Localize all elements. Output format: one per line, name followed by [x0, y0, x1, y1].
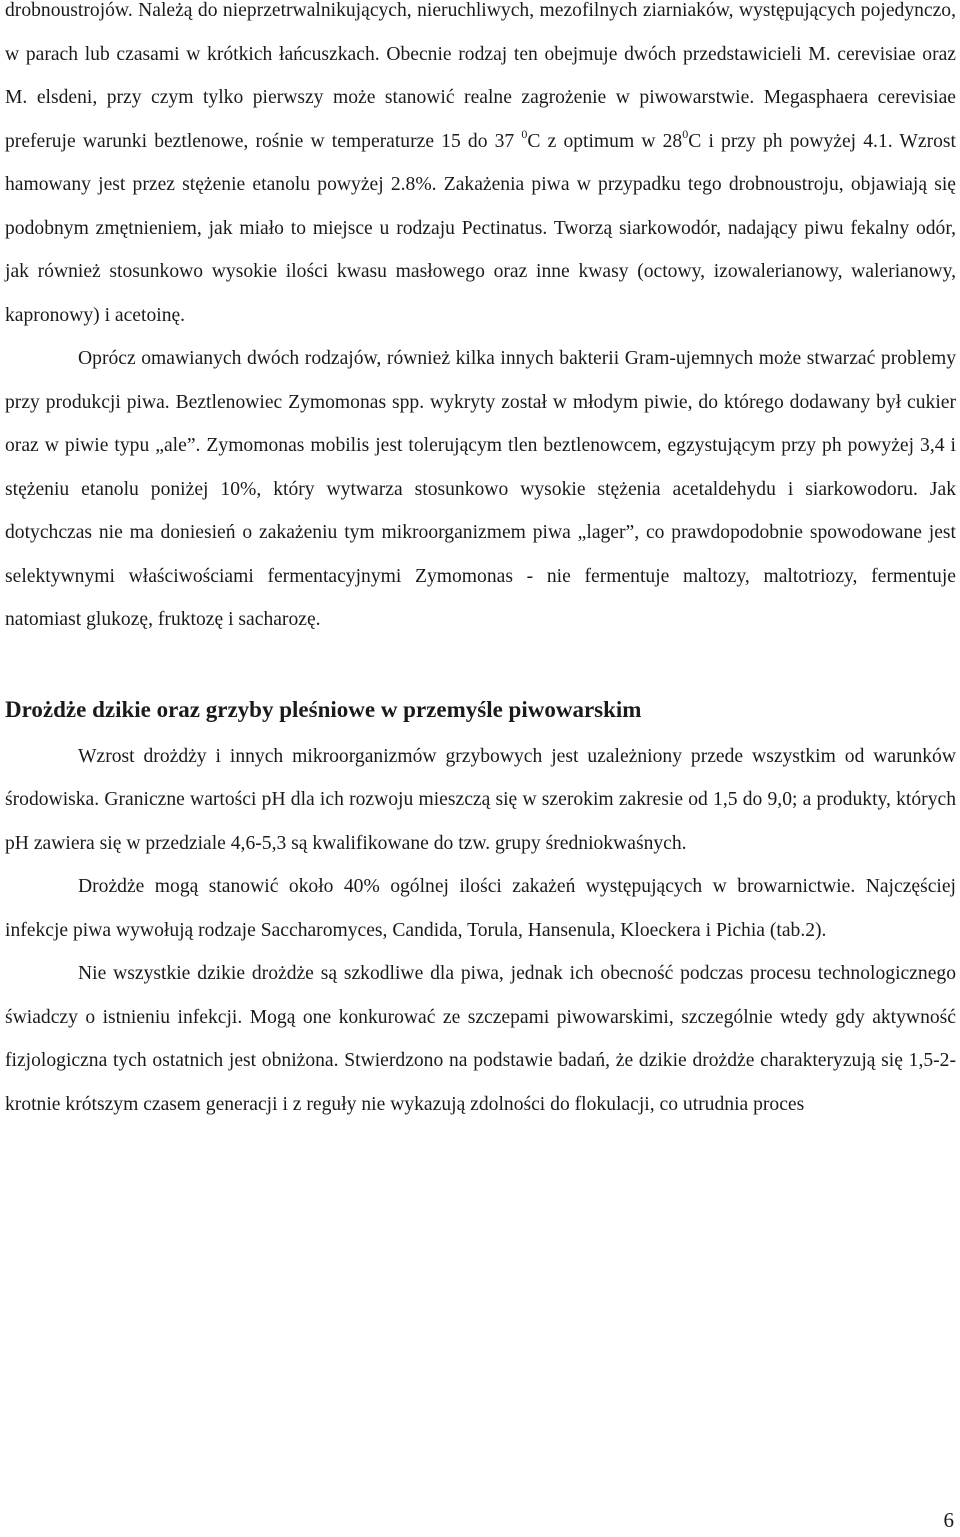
document-page — [5, 0, 956, 1126]
degree-superscript-2: 0 — [682, 126, 689, 141]
paragraph-yeast-infections: Drożdże mogą stanowić około 40% ogólnej ilości zakażeń występujących w browarnictwie. Najczęściej infekcje piwa wywołują rodzaje Saccharomyces, Candida, Torula, Hansenula, Kloeckera i Pichia (tab.2). — [5, 876, 956, 941]
paragraph-megasphaera-text-2: C z optimum w 28 — [527, 130, 683, 152]
page-number: 6 — [943, 1508, 954, 1532]
degree-superscript-1: 0 — [521, 126, 528, 141]
paragraph-megasphaera — [5, 0, 956, 337]
paragraph-megasphaera-text-1: drobnoustrojów. Należą do nieprzetrwalnikujących, nieruchliwych, mezofilnych ziarniaków, występujących pojedynczo, w parach lub czasami w krótkich łańcuszkach. Obecnie rodzaj ten obejmuje dwóch przedstawicieli M. cerevisiae oraz M. elsdeni, przy czym tylko pierwszy może stanowić realne zagrożenie w piwowarstwie. Megasphaera cerevisiae preferuje warunki beztlenowe, rośnie w temperaturze 15 do 37 — [5, 0, 956, 152]
paragraph-zymomonas: Oprócz omawianych dwóch rodzajów, również kilka innych bakterii Gram-ujemnych może stwarzać problemy przy produkcji piwa. Beztlenowiec Zymomonas spp. wykryty został w młodym piwie, do którego dodawany był cukier oraz w piwie typu „ale”. Zymomonas mobilis jest tolerującym tlen beztlenowcem, egzystującym przy ph powyżej 3,4 i stężeniu etanolu poniżej 10%, który wytwarza stosunkowo wysokie stężenia acetaldehydu i siarkowodoru. Jak dotychczas nie ma doniesień o zakażeniu tym mikroorganizmem piwa „lager”, co prawdopodobnie spowodowane jest selektywnymi właściwościami fermentacyjnymi Zymomonas - nie fermentuje maltozy, maltotriozy, fermentuje natomiast glukozę, fruktozę i sacharozę. — [5, 348, 956, 630]
section-heading: Drożdże dzikie oraz grzyby pleśniowe w przemyśle piwowarskim — [5, 696, 642, 722]
paragraph-wild-yeast: Nie wszystkie dzikie drożdże są szkodliwe dla piwa, jednak ich obecność podczas procesu technologicznego świadczy o istnieniu infekcji. Mogą one konkurować ze szczepami piwowarskimi, szczególnie wtedy gdy aktywność fizjologiczna tych ostatnich jest obniżona. Stwierdzono na podstawie badań, że dzikie drożdże charakteryzują się 1,5-2-krotnie krótszym czasem generacji i z reguły nie wykazują zdolności do flokulacji, co utrudnia proces — [5, 963, 956, 1115]
paragraph-yeast-growth: Wzrost drożdży i innych mikroorganizmów grzybowych jest uzależniony przede wszystkim od warunków środowiska. Graniczne wartości pH dla ich rozwoju mieszczą się w szerokim zakresie od 1,5 do 9,0; a produkty, których pH zawiera się w przedziale 4,6-5,3 są kwalifikowane do tzw. grupy średniokwaśnych. — [5, 745, 956, 854]
paragraph-megasphaera-text-3: C i przy ph powyżej 4.1. Wzrost hamowany jest przez stężenie etanolu powyżej 2.8%. Zakażenia piwa w przypadku tego drobnoustroju, objawiają się podobnym zmętnieniem, jak miało to miejsce u rodzaju Pectinatus. Tworzą siarkowodór, nadający piwu fekalny odór, jak również stosunkowo wysokie ilości kwasu masłowego oraz inne kwasy (octowy, izowalerianowy, walerianowy, kapronowy) i acetoinę. — [5, 130, 957, 326]
